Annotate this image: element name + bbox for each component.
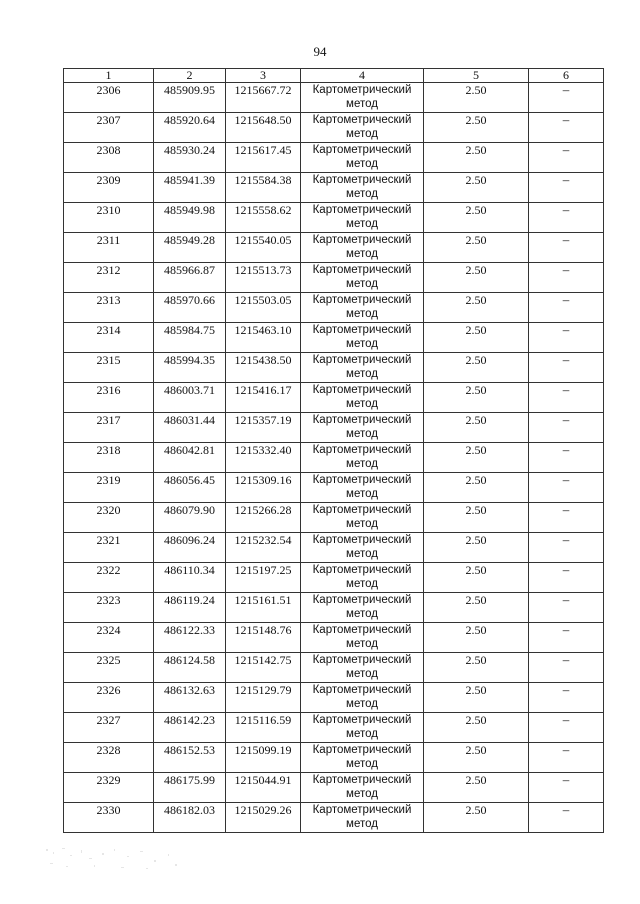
note-cell: –	[529, 323, 604, 353]
method-line-1: Картометрический	[312, 684, 412, 696]
x-coordinate-cell: 486031.44	[154, 413, 226, 443]
method-line-1: Картометрический	[312, 534, 412, 546]
note-cell: –	[529, 233, 604, 263]
table-row	[64, 323, 604, 353]
note-cell: –	[529, 683, 604, 713]
point-number-cell: 2309	[64, 173, 154, 203]
method-cell	[301, 413, 424, 443]
point-number-cell: 2322	[64, 563, 154, 593]
x-coordinate-cell: 486132.63	[154, 683, 226, 713]
column-header-3: 3	[226, 69, 301, 83]
table-row	[64, 203, 604, 233]
y-coordinate-cell: 1215438.50	[226, 353, 301, 383]
y-coordinate-cell: 1215029.26	[226, 803, 301, 833]
table-row	[64, 653, 604, 683]
method-line-1: Картометрический	[312, 774, 412, 786]
method-cell	[301, 143, 424, 173]
table-row	[64, 443, 604, 473]
x-coordinate-cell: 485994.35	[154, 353, 226, 383]
method-cell	[301, 83, 424, 113]
table-row	[64, 473, 604, 503]
accuracy-cell: 2.50	[424, 503, 529, 533]
accuracy-cell: 2.50	[424, 173, 529, 203]
column-header-5: 5	[424, 69, 529, 83]
method-cell	[301, 233, 424, 263]
method-line-1: Картометрический	[312, 324, 412, 336]
y-coordinate-cell: 1215503.05	[226, 293, 301, 323]
x-coordinate-cell: 486119.24	[154, 593, 226, 623]
method-cell	[301, 473, 424, 503]
note-cell: –	[529, 503, 604, 533]
method-line-2: метод	[346, 638, 378, 650]
table-row	[64, 413, 604, 443]
table-header-row	[64, 69, 604, 83]
method-line-1: Картометрический	[312, 414, 412, 426]
method-line-2: метод	[346, 368, 378, 380]
point-number-cell: 2321	[64, 533, 154, 563]
method-line-2: метод	[346, 428, 378, 440]
method-line-1: Картометрический	[312, 144, 412, 156]
method-cell	[301, 173, 424, 203]
accuracy-cell: 2.50	[424, 323, 529, 353]
point-number-cell: 2330	[64, 803, 154, 833]
note-cell: –	[529, 83, 604, 113]
point-number-cell: 2327	[64, 713, 154, 743]
point-number-cell: 2324	[64, 623, 154, 653]
point-number-cell: 2314	[64, 323, 154, 353]
method-cell	[301, 443, 424, 473]
method-cell	[301, 773, 424, 803]
note-cell: –	[529, 143, 604, 173]
method-line-1: Картометрический	[312, 624, 412, 636]
point-number-cell: 2320	[64, 503, 154, 533]
method-line-1: Картометрический	[312, 594, 412, 606]
y-coordinate-cell: 1215617.45	[226, 143, 301, 173]
table-row	[64, 353, 604, 383]
method-cell	[301, 803, 424, 833]
table-row	[64, 713, 604, 743]
y-coordinate-cell: 1215197.25	[226, 563, 301, 593]
y-coordinate-cell: 1215558.62	[226, 203, 301, 233]
point-number-cell: 2328	[64, 743, 154, 773]
note-cell: –	[529, 593, 604, 623]
y-coordinate-cell: 1215357.19	[226, 413, 301, 443]
method-cell	[301, 293, 424, 323]
note-cell: –	[529, 713, 604, 743]
method-line-2: метод	[346, 158, 378, 170]
table-row	[64, 173, 604, 203]
x-coordinate-cell: 485966.87	[154, 263, 226, 293]
x-coordinate-cell: 486122.33	[154, 623, 226, 653]
x-coordinate-cell: 486110.34	[154, 563, 226, 593]
method-line-1: Картометрический	[312, 204, 412, 216]
method-cell	[301, 593, 424, 623]
y-coordinate-cell: 1215309.16	[226, 473, 301, 503]
y-coordinate-cell: 1215044.91	[226, 773, 301, 803]
x-coordinate-cell: 485930.24	[154, 143, 226, 173]
point-number-cell: 2316	[64, 383, 154, 413]
y-coordinate-cell: 1215161.51	[226, 593, 301, 623]
x-coordinate-cell: 486056.45	[154, 473, 226, 503]
note-cell: –	[529, 263, 604, 293]
method-line-2: метод	[346, 278, 378, 290]
table-row	[64, 263, 604, 293]
point-number-cell: 2318	[64, 443, 154, 473]
y-coordinate-cell: 1215540.05	[226, 233, 301, 263]
accuracy-cell: 2.50	[424, 713, 529, 743]
table-row	[64, 233, 604, 263]
page-number: 94	[313, 44, 327, 59]
x-coordinate-cell: 486003.71	[154, 383, 226, 413]
method-line-2: метод	[346, 578, 378, 590]
y-coordinate-cell: 1215148.76	[226, 623, 301, 653]
x-coordinate-cell: 486152.53	[154, 743, 226, 773]
point-number-cell: 2325	[64, 653, 154, 683]
column-header-6: 6	[529, 69, 604, 83]
x-coordinate-cell: 486182.03	[154, 803, 226, 833]
x-coordinate-cell: 486124.58	[154, 653, 226, 683]
method-cell	[301, 383, 424, 413]
note-cell: –	[529, 803, 604, 833]
x-coordinate-cell: 485984.75	[154, 323, 226, 353]
method-cell	[301, 113, 424, 143]
note-cell: –	[529, 743, 604, 773]
method-cell	[301, 683, 424, 713]
y-coordinate-cell: 1215332.40	[226, 443, 301, 473]
point-number-cell: 2306	[64, 83, 154, 113]
note-cell: –	[529, 353, 604, 383]
x-coordinate-cell: 486096.24	[154, 533, 226, 563]
note-cell: –	[529, 563, 604, 593]
point-number-cell: 2319	[64, 473, 154, 503]
note-cell: –	[529, 173, 604, 203]
method-cell	[301, 653, 424, 683]
point-number-cell: 2308	[64, 143, 154, 173]
accuracy-cell: 2.50	[424, 623, 529, 653]
table-row	[64, 683, 604, 713]
method-line-1: Картометрический	[312, 264, 412, 276]
method-cell	[301, 353, 424, 383]
method-line-1: Картометрический	[312, 234, 412, 246]
table-body	[64, 83, 604, 833]
y-coordinate-cell: 1215463.10	[226, 323, 301, 353]
y-coordinate-cell: 1215129.79	[226, 683, 301, 713]
point-number-cell: 2317	[64, 413, 154, 443]
x-coordinate-cell: 486175.99	[154, 773, 226, 803]
accuracy-cell: 2.50	[424, 413, 529, 443]
method-line-2: метод	[346, 338, 378, 350]
y-coordinate-cell: 1215648.50	[226, 113, 301, 143]
y-coordinate-cell: 1215416.17	[226, 383, 301, 413]
table-row	[64, 143, 604, 173]
y-coordinate-cell: 1215099.19	[226, 743, 301, 773]
method-line-2: метод	[346, 248, 378, 260]
point-number-cell: 2323	[64, 593, 154, 623]
method-line-1: Картометрический	[312, 504, 412, 516]
note-cell: –	[529, 653, 604, 683]
method-line-2: метод	[346, 818, 378, 830]
point-number-cell: 2312	[64, 263, 154, 293]
y-coordinate-cell: 1215232.54	[226, 533, 301, 563]
accuracy-cell: 2.50	[424, 533, 529, 563]
note-cell: –	[529, 113, 604, 143]
table-row	[64, 383, 604, 413]
x-coordinate-cell: 486079.90	[154, 503, 226, 533]
method-cell	[301, 533, 424, 563]
note-cell: –	[529, 293, 604, 323]
method-line-1: Картометрический	[312, 384, 412, 396]
table-row	[64, 293, 604, 323]
method-line-2: метод	[346, 398, 378, 410]
method-line-2: метод	[346, 728, 378, 740]
note-cell: –	[529, 773, 604, 803]
method-line-2: метод	[346, 698, 378, 710]
method-cell	[301, 563, 424, 593]
method-line-2: метод	[346, 758, 378, 770]
accuracy-cell: 2.50	[424, 683, 529, 713]
method-line-1: Картометрический	[312, 744, 412, 756]
column-header-1: 1	[64, 69, 154, 83]
accuracy-cell: 2.50	[424, 83, 529, 113]
y-coordinate-cell: 1215116.59	[226, 713, 301, 743]
method-line-2: метод	[346, 458, 378, 470]
table-row	[64, 533, 604, 563]
note-cell: –	[529, 473, 604, 503]
method-line-1: Картометрический	[312, 654, 412, 666]
y-coordinate-cell: 1215584.38	[226, 173, 301, 203]
method-line-2: метод	[346, 488, 378, 500]
table-row	[64, 623, 604, 653]
accuracy-cell: 2.50	[424, 143, 529, 173]
method-line-1: Картометрический	[312, 84, 412, 96]
x-coordinate-cell: 485949.28	[154, 233, 226, 263]
method-line-2: метод	[346, 548, 378, 560]
method-cell	[301, 323, 424, 353]
method-cell	[301, 623, 424, 653]
method-line-1: Картометрический	[312, 114, 412, 126]
accuracy-cell: 2.50	[424, 563, 529, 593]
point-number-cell: 2307	[64, 113, 154, 143]
method-line-2: метод	[346, 98, 378, 110]
accuracy-cell: 2.50	[424, 443, 529, 473]
scan-artifact	[44, 846, 184, 872]
point-number-cell: 2326	[64, 683, 154, 713]
note-cell: –	[529, 533, 604, 563]
method-cell	[301, 713, 424, 743]
accuracy-cell: 2.50	[424, 203, 529, 233]
x-coordinate-cell: 486042.81	[154, 443, 226, 473]
accuracy-cell: 2.50	[424, 473, 529, 503]
method-line-1: Картометрический	[312, 564, 412, 576]
method-line-2: метод	[346, 188, 378, 200]
method-line-1: Картометрический	[312, 174, 412, 186]
note-cell: –	[529, 623, 604, 653]
note-cell: –	[529, 413, 604, 443]
method-cell	[301, 503, 424, 533]
note-cell: –	[529, 203, 604, 233]
y-coordinate-cell: 1215142.75	[226, 653, 301, 683]
method-line-2: метод	[346, 788, 378, 800]
method-line-1: Картометрический	[312, 294, 412, 306]
x-coordinate-cell: 485970.66	[154, 293, 226, 323]
method-line-1: Картометрический	[312, 444, 412, 456]
table-row	[64, 803, 604, 833]
accuracy-cell: 2.50	[424, 803, 529, 833]
note-cell: –	[529, 383, 604, 413]
point-number-cell: 2329	[64, 773, 154, 803]
column-header-4: 4	[301, 69, 424, 83]
method-line-1: Картометрический	[312, 804, 412, 816]
accuracy-cell: 2.50	[424, 263, 529, 293]
method-line-2: метод	[346, 218, 378, 230]
x-coordinate-cell: 486142.23	[154, 713, 226, 743]
method-cell	[301, 263, 424, 293]
y-coordinate-cell: 1215667.72	[226, 83, 301, 113]
accuracy-cell: 2.50	[424, 383, 529, 413]
accuracy-cell: 2.50	[424, 593, 529, 623]
table-row	[64, 113, 604, 143]
table-row	[64, 743, 604, 773]
x-coordinate-cell: 485941.39	[154, 173, 226, 203]
point-number-cell: 2313	[64, 293, 154, 323]
accuracy-cell: 2.50	[424, 653, 529, 683]
table-row	[64, 503, 604, 533]
point-number-cell: 2310	[64, 203, 154, 233]
accuracy-cell: 2.50	[424, 293, 529, 323]
table-row	[64, 563, 604, 593]
y-coordinate-cell: 1215266.28	[226, 503, 301, 533]
method-line-1: Картометрический	[312, 474, 412, 486]
note-cell: –	[529, 443, 604, 473]
method-cell	[301, 203, 424, 233]
point-number-cell: 2311	[64, 233, 154, 263]
table-row	[64, 773, 604, 803]
point-number-cell: 2315	[64, 353, 154, 383]
accuracy-cell: 2.50	[424, 233, 529, 263]
method-line-2: метод	[346, 308, 378, 320]
x-coordinate-cell: 485909.95	[154, 83, 226, 113]
table-row	[64, 83, 604, 113]
table-row	[64, 593, 604, 623]
method-line-2: метод	[346, 518, 378, 530]
accuracy-cell: 2.50	[424, 773, 529, 803]
x-coordinate-cell: 485949.98	[154, 203, 226, 233]
accuracy-cell: 2.50	[424, 113, 529, 143]
method-line-1: Картометрический	[312, 354, 412, 366]
accuracy-cell: 2.50	[424, 353, 529, 383]
coordinates-table	[63, 68, 604, 833]
method-line-2: метод	[346, 608, 378, 620]
accuracy-cell: 2.50	[424, 743, 529, 773]
column-header-2: 2	[154, 69, 226, 83]
method-line-1: Картометрический	[312, 714, 412, 726]
y-coordinate-cell: 1215513.73	[226, 263, 301, 293]
method-line-2: метод	[346, 668, 378, 680]
method-line-2: метод	[346, 128, 378, 140]
method-cell	[301, 743, 424, 773]
x-coordinate-cell: 485920.64	[154, 113, 226, 143]
